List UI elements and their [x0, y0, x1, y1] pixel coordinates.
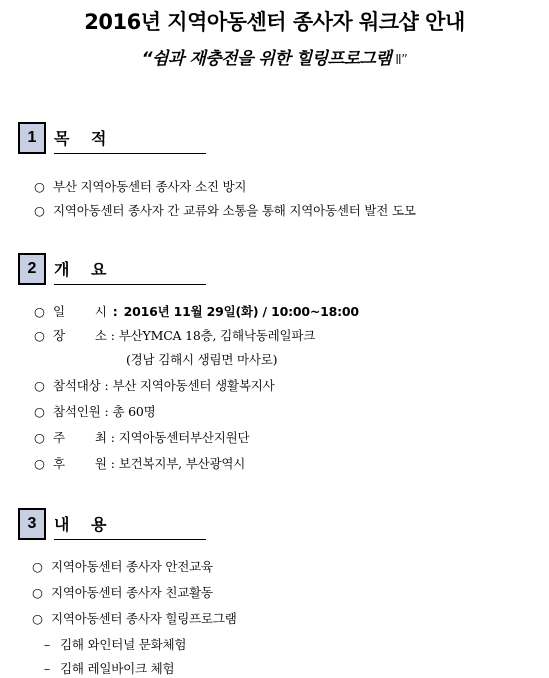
row-value: 2016년 11월 29일(화) / 10:00~18:00: [123, 304, 359, 319]
row-colon: :: [104, 378, 109, 393]
overview-row-attendees: [34, 376, 274, 394]
row-label: 시: [94, 304, 107, 319]
document-title: 2016년 지역아동센터 종사자 워크샵 안내: [84, 10, 465, 34]
overview-row-place: [34, 326, 315, 344]
section-1-title: 목 적: [54, 129, 115, 148]
row-label: 장: [53, 328, 65, 343]
row-label: 참석인원: [53, 404, 101, 419]
dash-icon: –: [44, 661, 51, 676]
bullet-circle-icon: ○: [34, 304, 45, 319]
bullet-circle-icon: ○: [34, 328, 45, 343]
subtitle-roman-numeral: Ⅱ”: [395, 53, 408, 68]
row-label: 최: [94, 430, 107, 445]
item-text: 지역아동센터 종사자 간 교류와 소통을 통해 지역아동센터 발전 도모: [53, 203, 416, 218]
row-label: 소: [94, 328, 107, 343]
section-3-title: 내 용: [54, 515, 115, 534]
item-text: 지역아동센터 종사자 친교활동: [51, 585, 213, 600]
sub-item-text: 김해 레일바이크 체험: [60, 661, 175, 676]
row-value: 부산 지역아동센터 생활복지사: [112, 378, 275, 393]
sub-list-item: [44, 659, 174, 677]
row-value: 총 60명: [112, 404, 156, 419]
document-subtitle: [0, 44, 549, 69]
row-label: 후: [53, 456, 65, 471]
section-2-title: 개 요: [54, 260, 115, 279]
bullet-circle-icon: ○: [34, 404, 45, 419]
list-item: [32, 583, 213, 601]
section-2-header: [18, 253, 208, 285]
dash-icon: –: [44, 637, 51, 652]
row-colon: :: [112, 304, 118, 319]
row-label: 주: [53, 430, 65, 445]
section-3-underline: [54, 539, 206, 540]
overview-row-sponsor: [34, 454, 245, 472]
bullet-circle-icon: ○: [32, 611, 43, 626]
bullet-circle-icon: ○: [34, 203, 45, 218]
row-label: 참석대상: [53, 378, 101, 393]
row-label: 원: [94, 456, 107, 471]
section-2-underline: [54, 284, 206, 285]
overview-row-headcount: [34, 402, 156, 420]
list-item: [34, 177, 246, 195]
list-item: [34, 201, 416, 219]
bullet-circle-icon: ○: [34, 378, 45, 393]
bullet-circle-icon: ○: [32, 559, 43, 574]
item-text: 부산 지역아동센터 종사자 소진 방지: [53, 179, 247, 194]
row-value: 지역아동센터부산지원단: [118, 430, 250, 445]
overview-row-place-continuation: (경남 김해시 생림면 마사로): [126, 352, 278, 367]
item-text: 지역아동센터 종사자 안전교육: [51, 559, 213, 574]
bullet-circle-icon: ○: [34, 179, 45, 194]
sub-list-item: [44, 635, 186, 653]
sub-item-text: 김해 와인터널 문화체험: [60, 637, 187, 652]
row-colon: :: [110, 456, 115, 471]
section-1-header: [18, 122, 208, 154]
item-text: 지역아동센터 종사자 힐링프로그램: [51, 611, 237, 626]
section-2-number: 2: [18, 253, 46, 285]
section-3-number: 3: [18, 508, 46, 540]
row-colon: :: [104, 404, 109, 419]
section-3-header: [18, 508, 208, 540]
bullet-circle-icon: ○: [34, 430, 45, 445]
row-value: 보건복지부, 부산광역시: [118, 456, 246, 471]
list-item: [32, 609, 237, 627]
bullet-circle-icon: ○: [32, 585, 43, 600]
row-value: 부산YMCA 18층, 김해낙동레일파크: [118, 328, 316, 343]
row-colon: :: [110, 328, 115, 343]
bullet-circle-icon: ○: [34, 456, 45, 471]
overview-row-date: [34, 302, 359, 320]
section-1-number: 1: [18, 122, 46, 154]
list-item: [32, 557, 213, 575]
subtitle-text: “쉼과 재충전을 위한 힐링프로그램: [141, 49, 392, 69]
section-1-underline: [54, 153, 206, 154]
overview-row-host: [34, 428, 249, 446]
row-colon: :: [110, 430, 115, 445]
row-label: 일: [53, 304, 65, 319]
